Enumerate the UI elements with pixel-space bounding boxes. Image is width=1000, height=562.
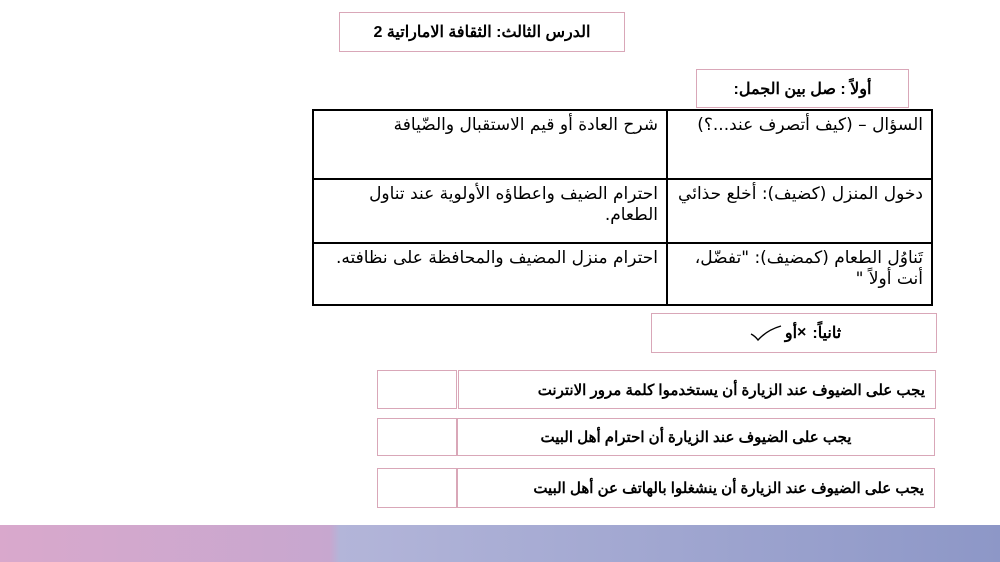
or-label: أو — [784, 325, 798, 342]
footer-gradient-band — [0, 525, 1000, 562]
table-cell-situation-1: دخول المنزل (كضيف): أخلع حذائي — [666, 178, 933, 244]
statement-1: يجب على الضيوف عند الزيارة أن يستخدموا كلمة مرور الانترنت — [458, 370, 936, 409]
table-cell-value-2: احترام منزل المضيف والمحافظة على نظافته. — [312, 242, 668, 306]
table-cell-explanation-header: شرح العادة أو قيم الاستقبال والضّيافة — [312, 109, 668, 180]
answer-box-1[interactable] — [377, 370, 457, 409]
table-cell-situation-2: تَناوُل الطعام (كمضيف): "تفضّل، أنت أولاً " — [666, 242, 933, 306]
statement-3: يجب على الضيوف عند الزيارة أن ينشغلوا بالهاتف عن أهل البيت — [457, 468, 935, 508]
answer-box-3[interactable] — [377, 468, 457, 508]
cross-symbol: × — [797, 324, 807, 341]
check-mark-icon — [749, 324, 783, 342]
part-two-heading — [651, 313, 937, 353]
part-one-heading: أولاً : صل بين الجمل: — [696, 69, 909, 108]
part-two-label: ثانياً: — [812, 325, 842, 342]
statement-2: يجب على الضيوف عند الزيارة أن احترام أهل البيت — [457, 418, 935, 456]
answer-box-2[interactable] — [377, 418, 457, 456]
table-cell-question-header: السؤال – (كيف أتصرف عند...؟) — [666, 109, 933, 180]
table-cell-value-1: احترام الضيف واعطاؤه الأولوية عند تناول الطعام. — [312, 178, 668, 244]
lesson-title: الدرس الثالث: الثقافة الاماراتية 2 — [339, 12, 625, 52]
